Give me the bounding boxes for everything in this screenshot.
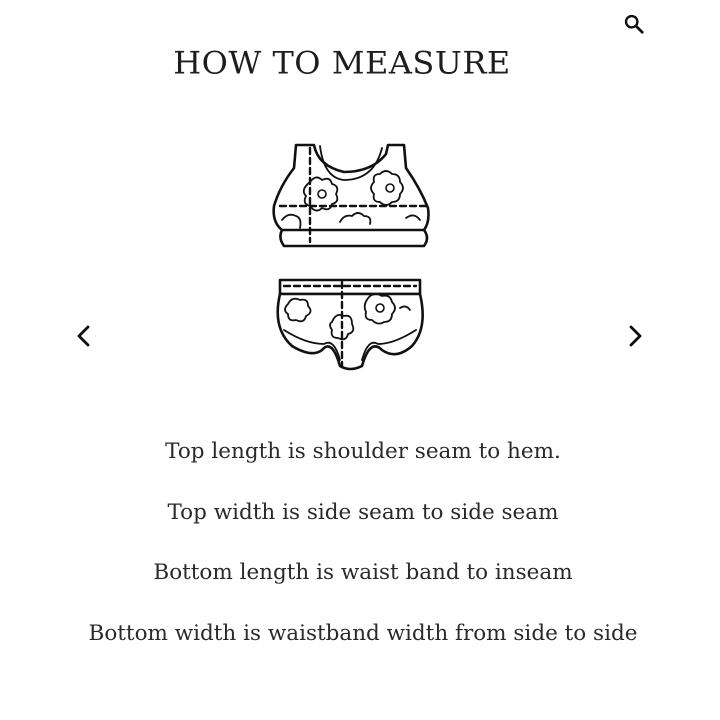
chevron-right-icon (625, 323, 645, 349)
instruction-bottom-length: Bottom length is waist band to inseam (153, 560, 573, 585)
bikini-measurement-illustration (260, 138, 440, 378)
chevron-left-icon (74, 323, 94, 349)
search-button[interactable] (620, 10, 648, 38)
carousel-prev-button[interactable] (66, 318, 102, 354)
measurement-instructions-list (0, 432, 720, 674)
bottom-garment-drawing (278, 280, 423, 369)
instruction-top-width: Top width is side seam to side seam (167, 499, 559, 525)
carousel-next-button[interactable] (617, 318, 653, 354)
top-garment-drawing (274, 145, 429, 246)
page-title: HOW TO MEASURE (173, 44, 511, 82)
instruction-top-length: Top length is shoulder seam to hem. (165, 439, 561, 464)
instruction-bottom-width: Bottom width is waistband width from side to side (88, 620, 638, 646)
search-icon (623, 13, 645, 35)
